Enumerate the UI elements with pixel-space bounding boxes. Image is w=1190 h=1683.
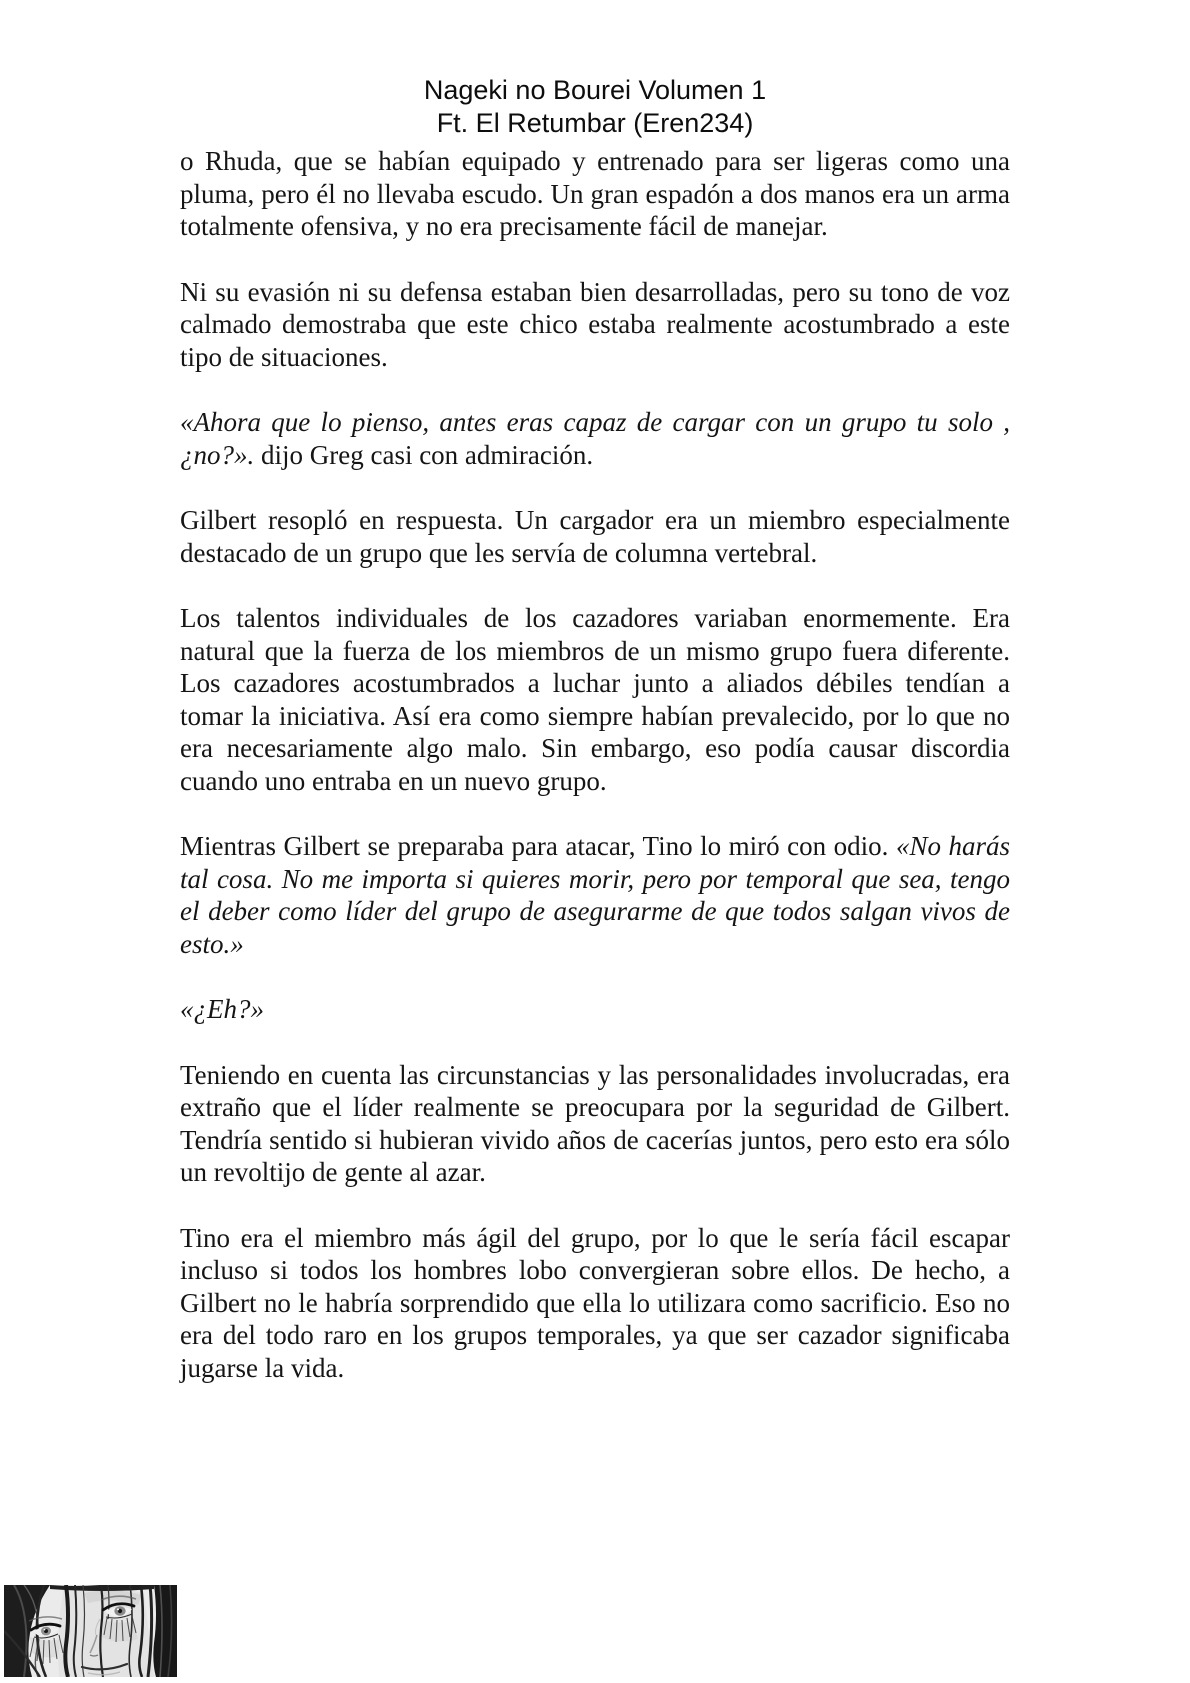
paragraph xyxy=(180,276,1010,374)
dialogue-text: «No harás tal cosa. No me importa si quieres morir, pero por temporal que sea, tengo el deber como líder del grupo de asegurarme de que todos salgan vivos de esto.» xyxy=(180,831,1010,959)
body-text: Tino era el miembro más ágil del grupo, por lo que le sería fácil escapar incluso si todos los hombres lobo convergieran sobre ellos. De hecho, a Gilbert no le habría sorprendido que ella lo utilizara como sacrificio. Eso no era del todo raro en los grupos temporales, ya que ser cazador significaba jugarse la vida. xyxy=(180,1222,1010,1383)
paragraph xyxy=(180,145,1010,243)
dialogue-text: «Ahora que lo pienso, antes eras capaz de cargar con un grupo tu solo , ¿no?». xyxy=(180,407,1010,470)
document-title: Nageki no Bourei Volumen 1 xyxy=(423,75,767,105)
paragraph xyxy=(180,406,1010,471)
manga-face-illustration xyxy=(4,1585,177,1677)
paragraph xyxy=(180,830,1010,960)
paragraph xyxy=(180,602,1010,797)
paragraph xyxy=(180,504,1010,569)
body-text: Gilbert resopló en respuesta. Un cargador era un miembro especialmente destacado de un grupo que les servía de columna vertebral. xyxy=(180,505,1010,568)
dialogue-text: «¿Eh?» xyxy=(180,994,264,1024)
body-text: o Rhuda, que se habían equipado y entrenado para ser ligeras como una pluma, pero él no llevaba escudo. Un gran espadón a dos manos era un arma totalmente ofensiva, y no era precisamente fácil de manejar. xyxy=(180,146,1010,241)
body-text: Teniendo en cuenta las circunstancias y las personalidades involucradas, era extraño que el líder realmente se preocupara por la seguridad de Gilbert. Tendría sentido si hubieran vivido años de cacerías juntos, pero esto era sólo un revoltijo de gente al azar. xyxy=(180,1059,1010,1187)
body-text: Ni su evasión ni su defensa estaban bien desarrolladas, pero su tono de voz calmado demostraba que este chico estaba realmente acostumbrado a este tipo de situaciones. xyxy=(180,276,1010,372)
document-subtitle: Ft. El Retumbar (Eren234) xyxy=(436,108,754,138)
body-text: Los talentos individuales de los cazadores variaban enormemente. Era natural que la fuerza de los miembros de un mismo grupo fuera diferente. Los cazadores acostumbrados a luchar junto a aliados débiles tendían a tomar la iniciativa. Así era como siempre habían prevalecido, por lo que no era necesariamente algo malo. Sin embargo, eso podía causar discordia cuando uno entraba en un nuevo grupo. xyxy=(180,603,1010,796)
paragraph xyxy=(180,1059,1010,1189)
document-header xyxy=(0,74,1190,140)
document-body xyxy=(180,145,1010,1384)
paragraph xyxy=(180,993,1010,1026)
body-text: dijo Greg casi con admiración. xyxy=(254,439,594,470)
paragraph xyxy=(180,1222,1010,1385)
body-text: Mientras Gilbert se preparaba para atacar, Tino lo miró con odio. xyxy=(180,831,896,861)
manga-face-image xyxy=(4,1585,177,1677)
